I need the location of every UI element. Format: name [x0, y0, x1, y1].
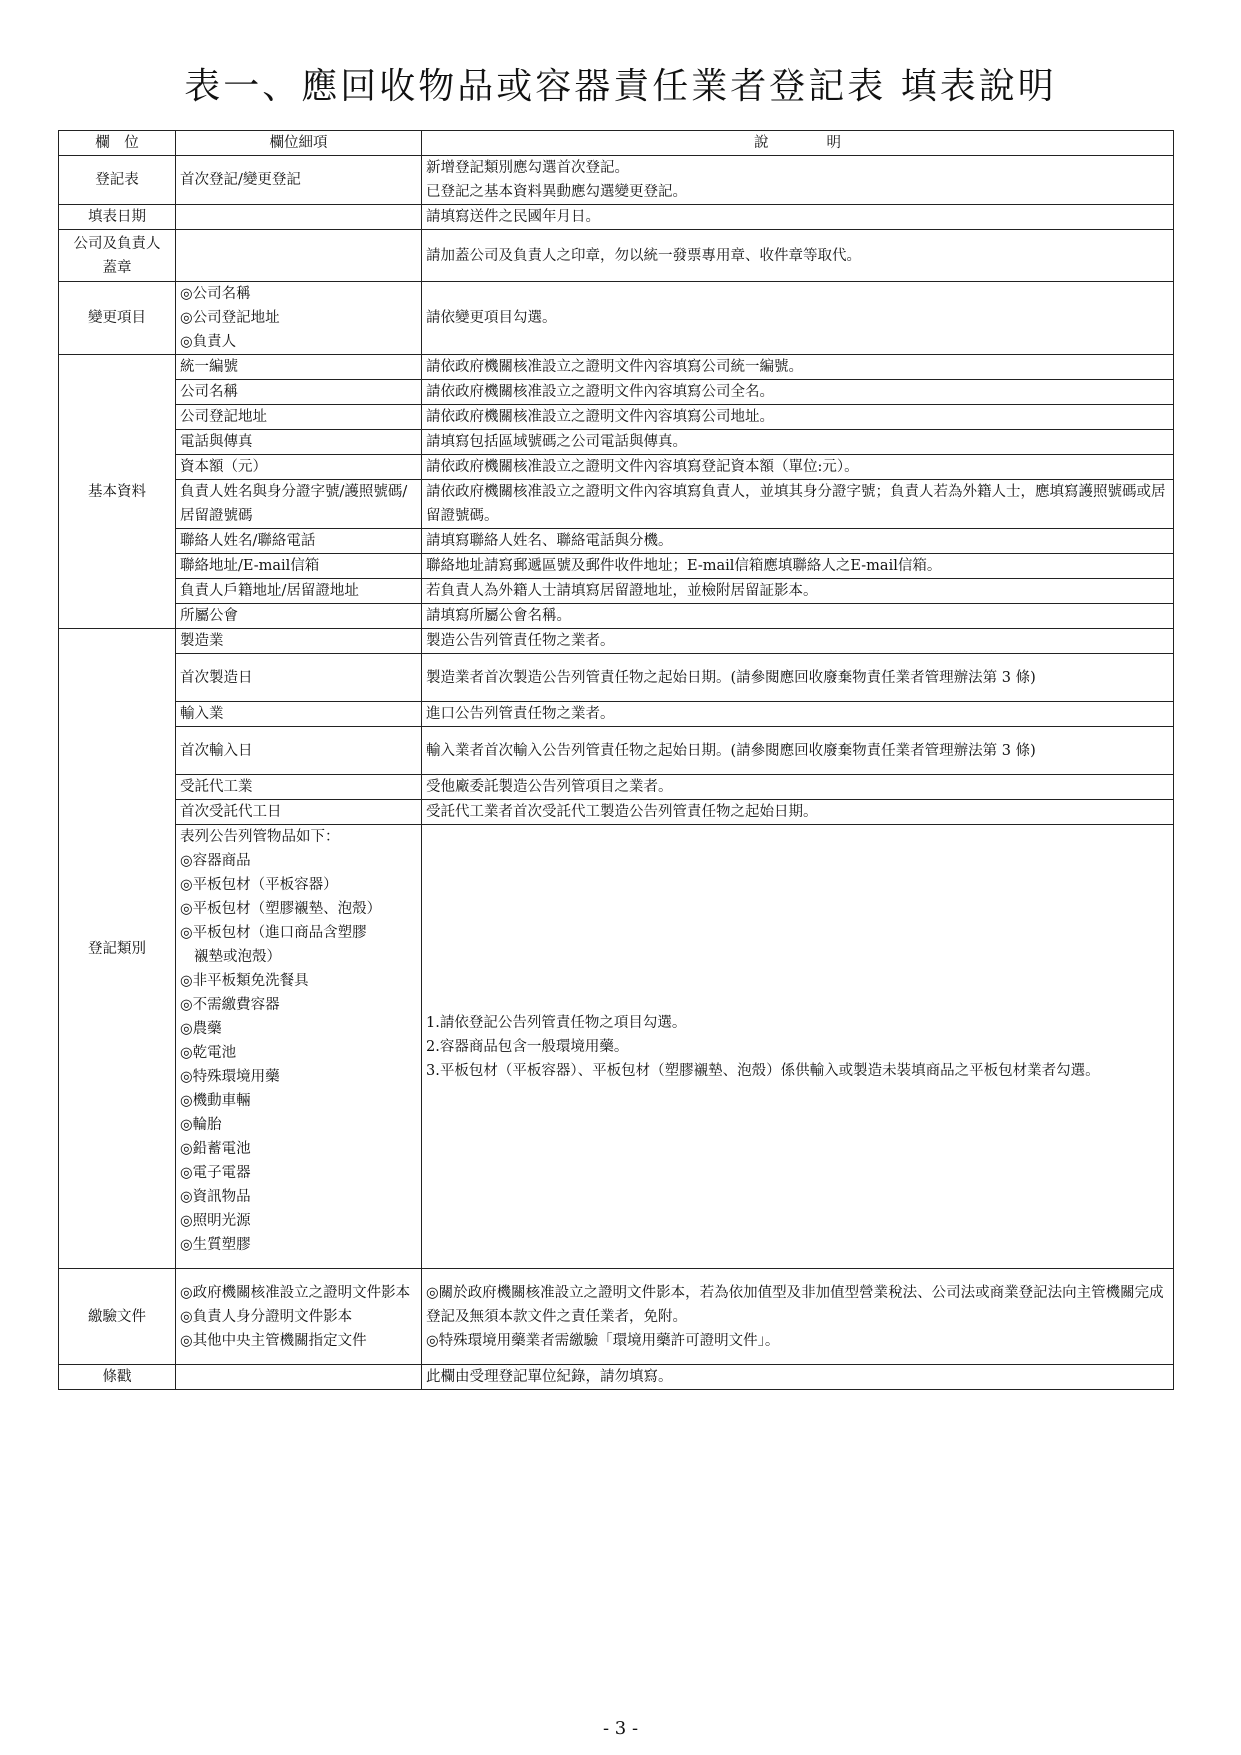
row-category: 條戳 — [59, 1365, 176, 1390]
row-explanation: 輸入業者首次輸入公告列管責任物之起始日期。(請參閱應回收廢棄物責任業者管理辦法第 3 條) — [422, 727, 1174, 775]
table-row — [59, 604, 1174, 629]
row-category: 填表日期 — [59, 205, 176, 230]
row-category: 變更項目 — [59, 282, 176, 355]
page-number: - 3 - — [602, 1718, 639, 1739]
row-explanation: 製造公告列管責任物之業者。 — [422, 629, 1174, 654]
row-detail — [176, 1269, 422, 1365]
table-row — [59, 1269, 1174, 1365]
row-detail: 輸入業 — [176, 702, 422, 727]
row-detail: 製造業 — [176, 629, 422, 654]
header-detail: 欄位細項 — [176, 131, 422, 156]
row-category: 繳驗文件 — [59, 1269, 176, 1365]
header-field: 欄 位 — [59, 131, 176, 156]
table-row — [59, 629, 1174, 654]
table-row — [59, 529, 1174, 554]
row-category: 基本資料 — [59, 355, 176, 629]
checkbox-option: ◎平板包材（平板容器） — [180, 877, 338, 893]
checkbox-option: ◎乾電池 — [180, 1045, 237, 1061]
checkbox-option: ◎公司名稱 — [180, 286, 251, 302]
explanation-line: 1.請依登記公告列管責任物之項目勾選。 — [426, 1014, 687, 1031]
category-line: 蓋章 — [102, 259, 132, 276]
checkbox-option: ◎生質塑膠 — [180, 1237, 251, 1253]
table-row — [59, 405, 1174, 430]
row-explanation — [422, 156, 1174, 205]
checkbox-option: ◎特殊環境用藥 — [180, 1069, 280, 1085]
row-explanation: 請依政府機關核准設立之證明文件內容填寫公司統一編號。 — [422, 355, 1174, 380]
table-row — [59, 775, 1174, 800]
row-detail — [176, 1365, 422, 1390]
row-detail — [176, 282, 422, 355]
row-detail: 聯絡地址/E-mail信箱 — [176, 554, 422, 579]
table-row — [59, 282, 1174, 355]
explanation-line: 3.平板包材（平板容器）、平板包材（塑膠襯墊、泡殼）係供輸入或製造未裝填商品之平板包材業者勾選。 — [426, 1062, 1100, 1079]
row-explanation: 製造業者首次製造公告列管責任物之起始日期。(請參閱應回收廢棄物責任業者管理辦法第 3 條) — [422, 654, 1174, 702]
row-explanation: 請依政府機關核准設立之證明文件內容填寫負責人，並填其身分證字號；負責人若為外籍人士，應填寫護照號碼或居留證號碼。 — [422, 480, 1174, 529]
row-explanation: 請填寫送件之民國年月日。 — [422, 205, 1174, 230]
row-explanation — [422, 825, 1174, 1269]
explanation-line: ◎特殊環境用藥業者需繳驗「環境用藥許可證明文件」。 — [426, 1332, 780, 1349]
row-category: 登記表 — [59, 156, 176, 205]
row-detail: 公司登記地址 — [176, 405, 422, 430]
row-explanation: 進口公告列管責任物之業者。 — [422, 702, 1174, 727]
row-detail: 負責人戶籍地址/居留證地址 — [176, 579, 422, 604]
table-row — [59, 800, 1174, 825]
row-detail: 首次受託代工日 — [176, 800, 422, 825]
checkbox-option: ◎輪胎 — [180, 1117, 222, 1133]
checkbox-option-continued: 襯墊或泡殼） — [194, 949, 281, 965]
row-explanation: 請依變更項目勾選。 — [422, 282, 1174, 355]
table-row — [59, 554, 1174, 579]
row-detail — [176, 205, 422, 230]
instructions-table — [58, 130, 1174, 1390]
row-detail — [176, 230, 422, 282]
row-detail: 首次登記/變更登記 — [176, 156, 422, 205]
row-explanation: 受託代工業者首次受託代工製造公告列管責任物之起始日期。 — [422, 800, 1174, 825]
row-detail: 所屬公會 — [176, 604, 422, 629]
table-row — [59, 230, 1174, 282]
row-detail: 公司名稱 — [176, 380, 422, 405]
table-row — [59, 727, 1174, 775]
checkbox-option: ◎平板包材（塑膠襯墊、泡殼） — [180, 901, 382, 917]
row-explanation: 請填寫所屬公會名稱。 — [422, 604, 1174, 629]
checkbox-option: ◎其他中央主管機關指定文件 — [180, 1332, 367, 1349]
row-explanation: 請填寫聯絡人姓名、聯絡電話與分機。 — [422, 529, 1174, 554]
row-detail: 聯絡人姓名/聯絡電話 — [176, 529, 422, 554]
table-row — [59, 480, 1174, 529]
table-row — [59, 156, 1174, 205]
checkbox-option: ◎政府機關核准設立之證明文件影本 — [180, 1284, 411, 1301]
explanation-line: 2.容器商品包含一般環境用藥。 — [426, 1038, 629, 1055]
checkbox-option: ◎機動車輛 — [180, 1093, 251, 1109]
row-explanation: 若負責人為外籍人士請填寫居留證地址，並檢附居留証影本。 — [422, 579, 1174, 604]
row-explanation: 請依政府機關核准設立之證明文件內容填寫登記資本額（單位:元）。 — [422, 455, 1174, 480]
row-explanation: 此欄由受理登記單位紀錄，請勿填寫。 — [422, 1365, 1174, 1390]
explanation-line: 新增登記類別應勾選首次登記。 — [426, 160, 629, 176]
row-detail: 資本額（元） — [176, 455, 422, 480]
checkbox-option: ◎公司登記地址 — [180, 310, 280, 326]
row-detail: 負責人姓名與身分證字號/護照號碼/居留證號碼 — [176, 480, 422, 529]
table-row — [59, 1365, 1174, 1390]
checkbox-option: ◎負責人 — [180, 334, 237, 350]
header-explanation: 說 明 — [422, 131, 1174, 156]
table-row — [59, 825, 1174, 1269]
row-detail: 統一編號 — [176, 355, 422, 380]
row-explanation: 請填寫包括區域號碼之公司電話與傳真。 — [422, 430, 1174, 455]
row-detail: 首次製造日 — [176, 654, 422, 702]
checkbox-option: ◎電子電器 — [180, 1165, 251, 1181]
row-explanation: 請依政府機關核准設立之證明文件內容填寫公司全名。 — [422, 380, 1174, 405]
row-detail: 首次輸入日 — [176, 727, 422, 775]
checkbox-option: ◎容器商品 — [180, 853, 251, 869]
table-row — [59, 205, 1174, 230]
table-header-row — [59, 131, 1174, 156]
row-explanation: 請依政府機關核准設立之證明文件內容填寫公司地址。 — [422, 405, 1174, 430]
table-row — [59, 455, 1174, 480]
checkbox-option: ◎不需繳費容器 — [180, 997, 280, 1013]
list-intro: 表列公告列管物品如下： — [180, 829, 340, 845]
checkbox-option: ◎負責人身分證明文件影本 — [180, 1308, 353, 1325]
regulated-items-list — [176, 825, 422, 1269]
table-row — [59, 654, 1174, 702]
checkbox-option: ◎平板包材（進口商品含塑膠 — [180, 925, 367, 941]
checkbox-option: ◎照明光源 — [180, 1213, 251, 1229]
row-explanation — [422, 1269, 1174, 1365]
checkbox-option: ◎鉛蓄電池 — [180, 1141, 251, 1157]
row-category — [59, 230, 176, 282]
table-row — [59, 380, 1174, 405]
checkbox-option: ◎資訊物品 — [180, 1189, 251, 1205]
row-detail: 電話與傳真 — [176, 430, 422, 455]
row-category: 登記類別 — [59, 629, 176, 1269]
table-row — [59, 355, 1174, 380]
table-row — [59, 430, 1174, 455]
table-row — [59, 579, 1174, 604]
table-row — [59, 702, 1174, 727]
row-detail: 受託代工業 — [176, 775, 422, 800]
explanation-line: ◎關於政府機關核准設立之證明文件影本，若為依加值型及非加值型營業稅法、公司法或商業登記法向主管機關完成登記及無須本款文件之責任業者，免附。 — [426, 1284, 1164, 1325]
checkbox-option: ◎農藥 — [180, 1021, 222, 1037]
row-explanation: 受他廠委託製造公告列管項目之業者。 — [422, 775, 1174, 800]
category-line: 公司及負責人 — [73, 235, 161, 252]
checkbox-option: ◎非平板類免洗餐具 — [180, 973, 309, 989]
explanation-line: 已登記之基本資料異動應勾選變更登記。 — [426, 184, 687, 200]
row-explanation: 請加蓋公司及負責人之印章，勿以統一發票專用章、收件章等取代。 — [422, 230, 1174, 282]
page-title: 表一、應回收物品或容器責任業者登記表 填表說明 — [184, 66, 1057, 107]
row-explanation: 聯絡地址請寫郵遞區號及郵件收件地址；E-mail信箱應填聯絡人之E-mail信箱。 — [422, 554, 1174, 579]
